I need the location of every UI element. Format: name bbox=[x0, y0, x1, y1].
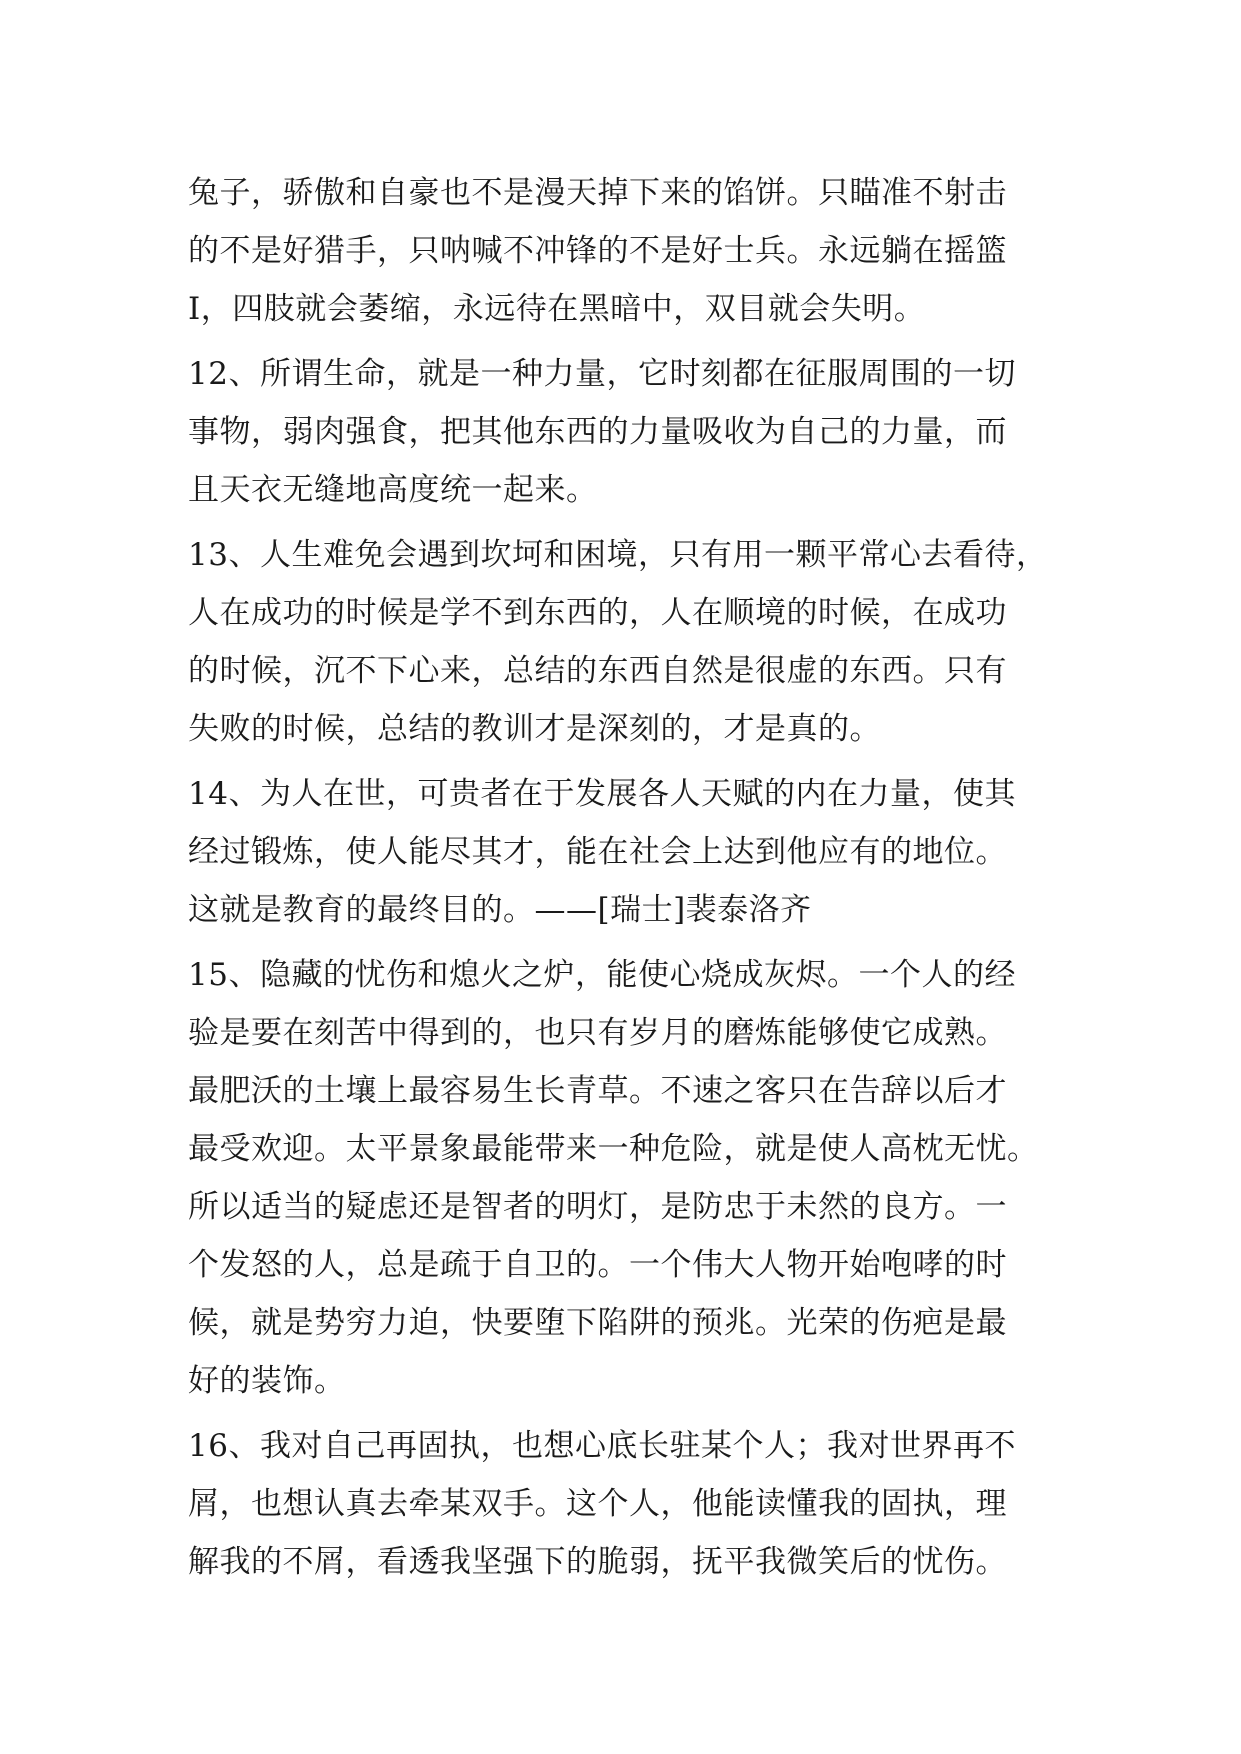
paragraph-16-line: 16、我对自己再固执，也想心底长驻某个人；我对世界再不 bbox=[188, 1428, 1016, 1464]
text-line: 兔子，骄傲和自豪也不是漫天掉下来的馅饼。只瞄准不射击 bbox=[188, 175, 1007, 211]
document-body bbox=[188, 164, 1068, 1591]
text-line: 失败的时候，总结的教训才是深刻的，才是真的。 bbox=[188, 711, 881, 747]
paragraph-15-line: 15、隐藏的忧伤和熄火之炉，能使心烧成灰烬。一个人的经 bbox=[188, 957, 1016, 993]
paragraph-13-line: 13、人生难免会遇到坎坷和困境，只有用一颗平常心去看待， bbox=[188, 537, 1048, 573]
paragraph-14-line: 14、为人在世，可贵者在于发展各人天赋的内在力量，使其 bbox=[188, 776, 1016, 812]
text-line: 人在成功的时候是学不到东西的，人在顺境的时候，在成功 bbox=[188, 595, 1007, 631]
text-line: 且天衣无缝地高度统一起来。 bbox=[188, 472, 598, 508]
text-line: 屑，也想认真去牵某双手。这个人，他能读懂我的固执，理 bbox=[188, 1486, 1007, 1522]
text-line: 个发怒的人，总是疏于自卫的。一个伟大人物开始咆哮的时 bbox=[188, 1247, 1007, 1283]
text-line: 的时候，沉不下心来，总结的东西自然是很虚的东西。只有 bbox=[188, 653, 1007, 689]
text-line: 候，就是势穷力迫，快要堕下陷阱的预兆。光荣的伤疤是最 bbox=[188, 1305, 1007, 1341]
text-line: 的不是好猎手，只呐喊不冲锋的不是好士兵。永远躺在摇篮 bbox=[188, 233, 1007, 269]
text-line: 好的装饰。 bbox=[188, 1363, 346, 1399]
text-line: I，四肢就会萎缩，永远待在黑暗中，双目就会失明。 bbox=[188, 291, 926, 327]
text-line: 所以适当的疑虑还是智者的明灯，是防忠于未然的良方。一 bbox=[188, 1189, 1007, 1225]
text-line: 最受欢迎。太平景象最能带来一种危险，就是使人高枕无忧。 bbox=[188, 1131, 1039, 1167]
text-line: 这就是教育的最终目的。——[瑞士]裴泰洛齐 bbox=[188, 892, 812, 928]
paragraph-12-line: 12、所谓生命，就是一种力量，它时刻都在征服周围的一切 bbox=[188, 356, 1016, 392]
text-line: 验是要在刻苦中得到的，也只有岁月的磨炼能够使它成熟。 bbox=[188, 1015, 1007, 1051]
text-line: 事物，弱肉强食，把其他东西的力量吸收为自己的力量，而 bbox=[188, 414, 1007, 450]
text-line: 解我的不屑，看透我坚强下的脆弱，抚平我微笑后的忧伤。 bbox=[188, 1544, 1007, 1580]
text-line: 最肥沃的土壤上最容易生长青草。不速之客只在告辞以后才 bbox=[188, 1073, 1007, 1109]
text-line: 经过锻炼，使人能尽其才，能在社会上达到他应有的地位。 bbox=[188, 834, 1007, 870]
